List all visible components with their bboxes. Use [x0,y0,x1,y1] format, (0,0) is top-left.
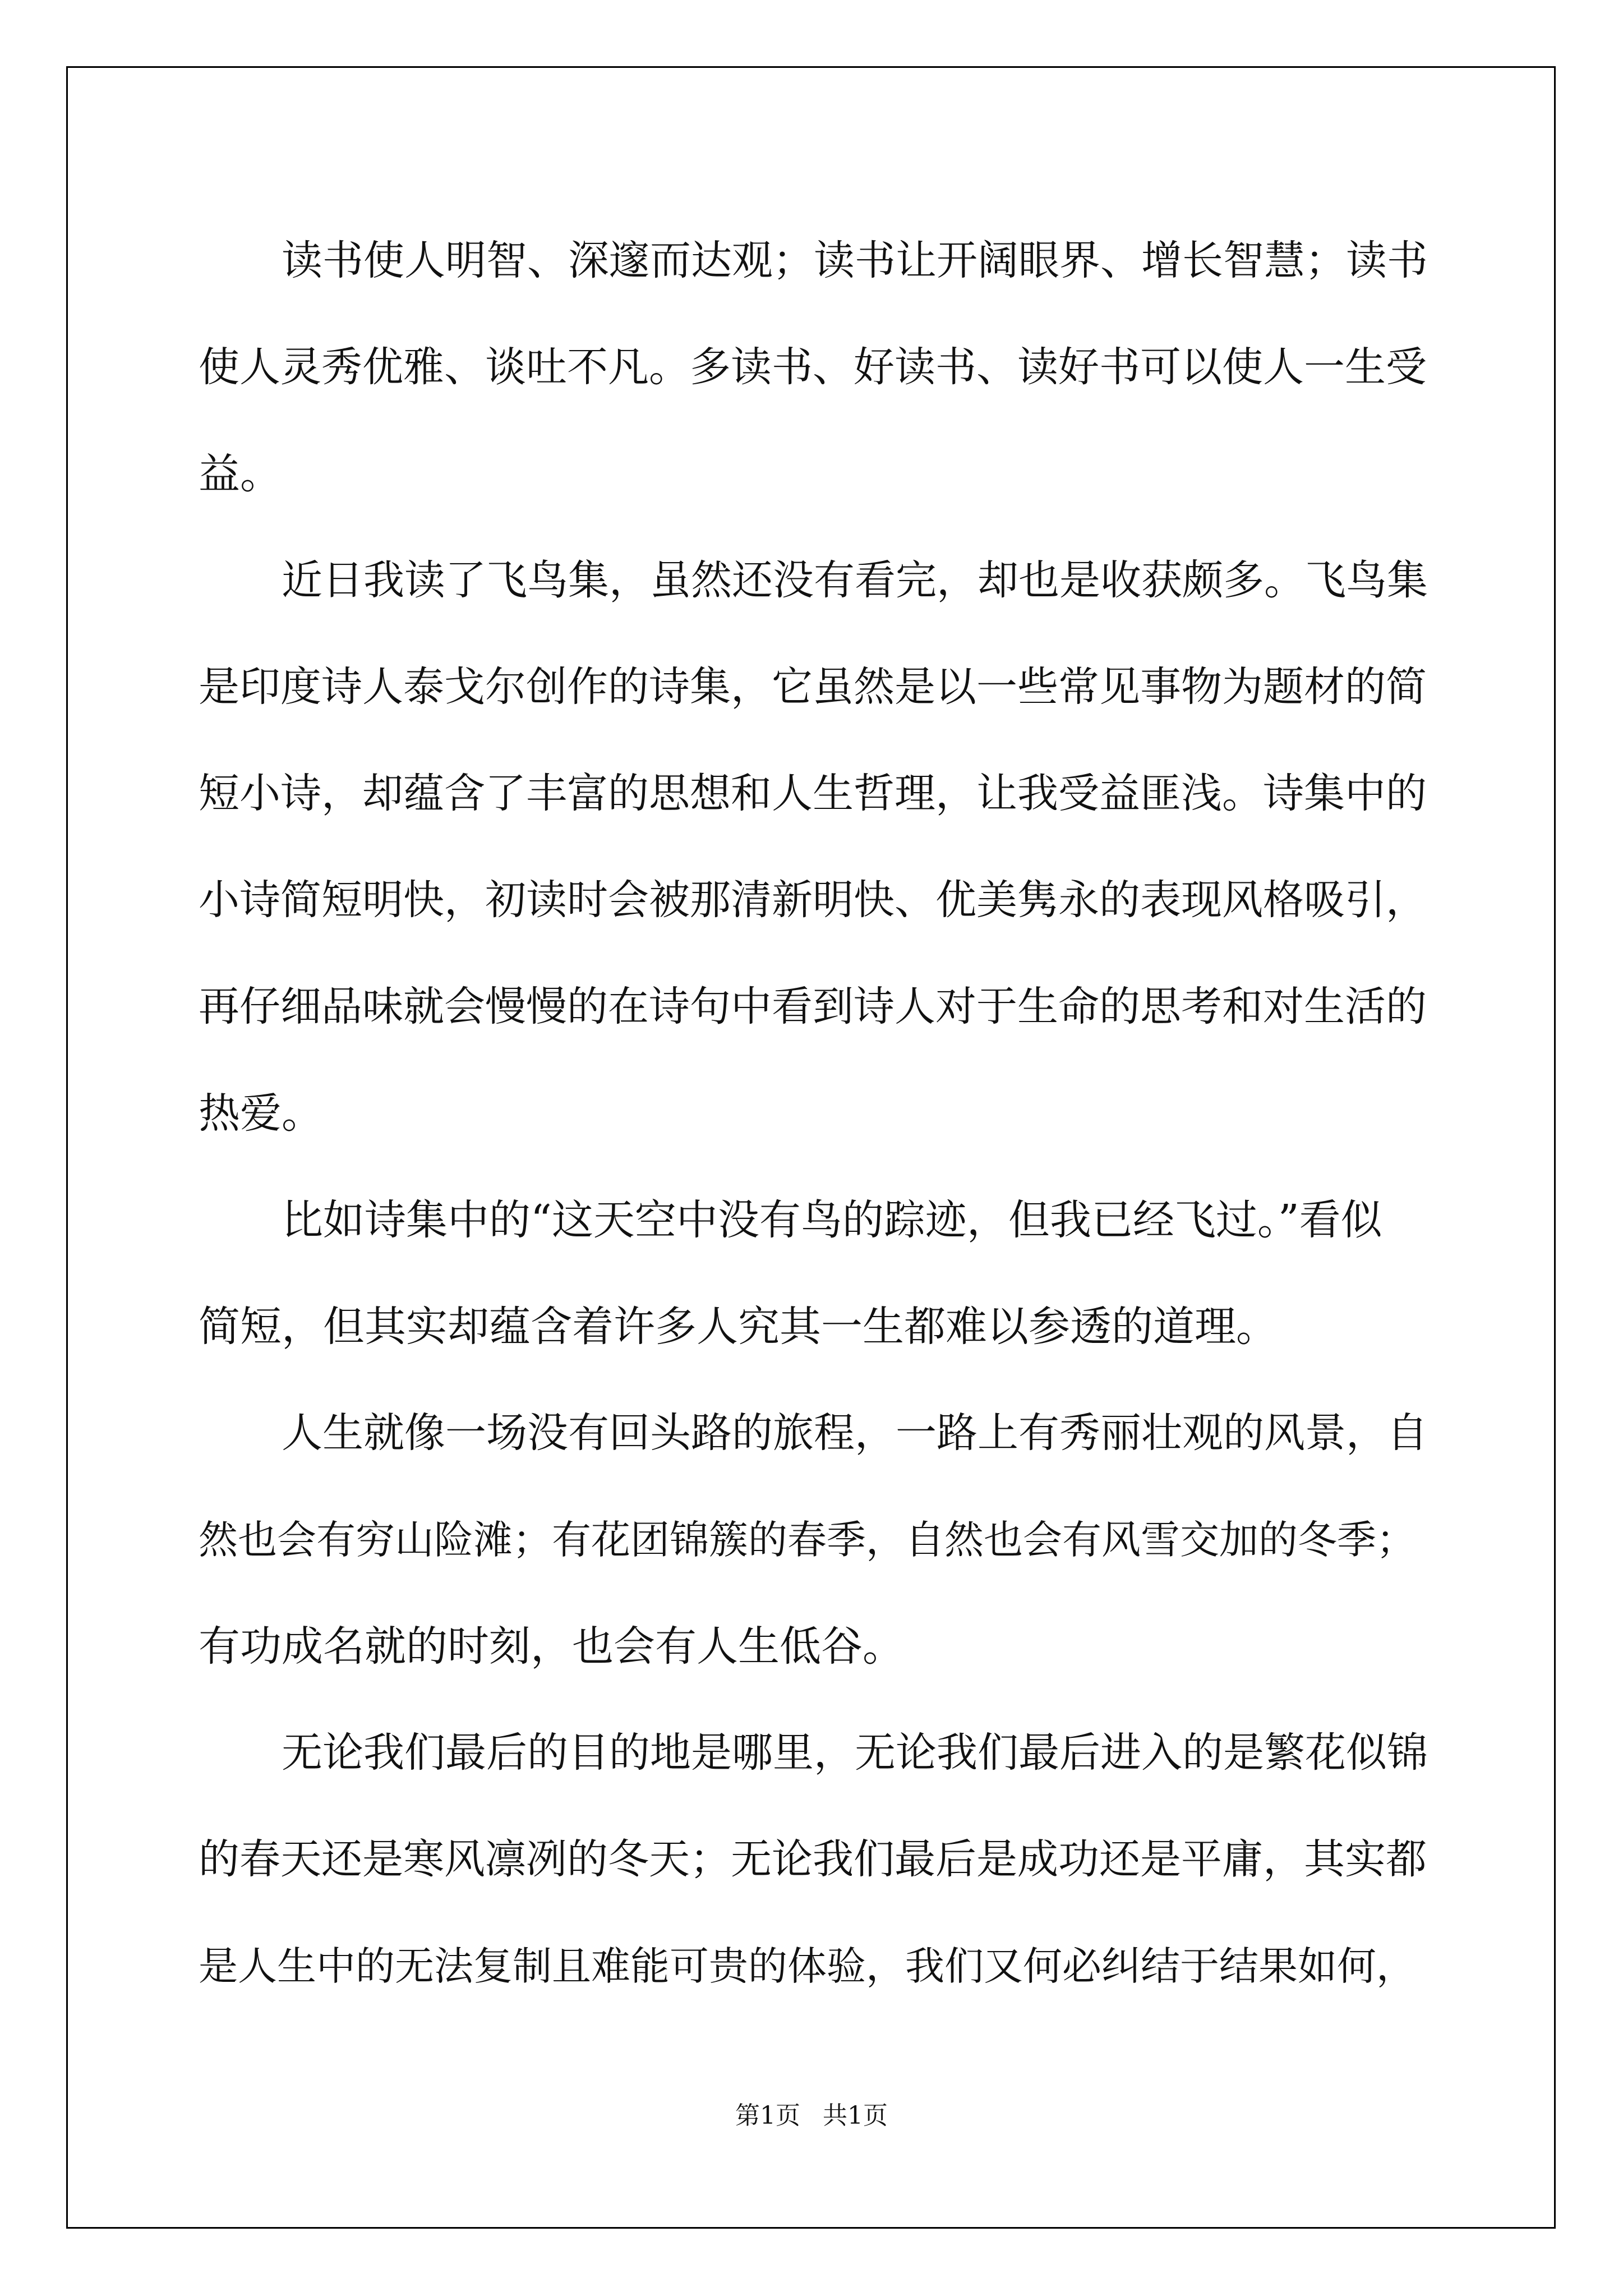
text-line: 是人生中的无法复制且难能可贵的体验，我们又何必纠结于结果如何， [199,1943,1415,1989]
text-line: 比如诗集中的“这天空中没有鸟的踪迹，但我已经飞过。”看似 [282,1196,1382,1244]
text-line: 然也会有穷山险滩；有花团锦簇的春季，自然也会有风雪交加的冬季； [199,1517,1415,1563]
text-line: 是印度诗人泰戈尔创作的诗集，它虽然是以一些常见事物为题材的简 [199,663,1427,711]
text-line: 小诗简短明快，初读时会被那清新明快、优美隽永的表现风格吸引， [199,876,1427,924]
text-line: 人生就像一场没有回头路的旅程，一路上有秀丽壮观的风景，自 [282,1409,1428,1457]
text-line: 读书使人明智、深邃而达观；读书让开阔眼界、增长智慧；读书 [282,237,1428,284]
text-line: 益。 [199,450,282,498]
page-number: 第1页 [735,2101,800,2130]
text-line: 无论我们最后的目的地是哪里，无论我们最后进入的是繁花似锦 [282,1729,1428,1777]
text-line: 使人灵秀优雅、谈吐不凡。多读书、好读书、读好书可以使人一生受 [199,343,1427,391]
text-line: 简短，但其实却蕴含着许多人究其一生都难以参透的道理。 [199,1303,1278,1351]
document-body [199,208,1432,2019]
text-line: 有功成名就的时刻，也会有人生低谷。 [199,1622,904,1671]
text-line: 再仔细品味就会慢慢的在诗句中看到诗人对于生命的思考和对生活的 [199,983,1427,1030]
text-line: 近日我读了飞鸟集，虽然还没有看完，却也是收获颇多。飞鸟集 [282,556,1428,604]
text-line: 热爱。 [199,1089,323,1138]
page-footer [0,2095,1623,2131]
page-total: 共1页 [823,2101,888,2130]
text-line: 的春天还是寒风凛冽的冬天；无论我们最后是成功还是平庸，其实都 [199,1835,1427,1883]
text-line: 短小诗，却蕴含了丰富的思想和人生哲理，让我受益匪浅。诗集中的 [199,770,1427,817]
